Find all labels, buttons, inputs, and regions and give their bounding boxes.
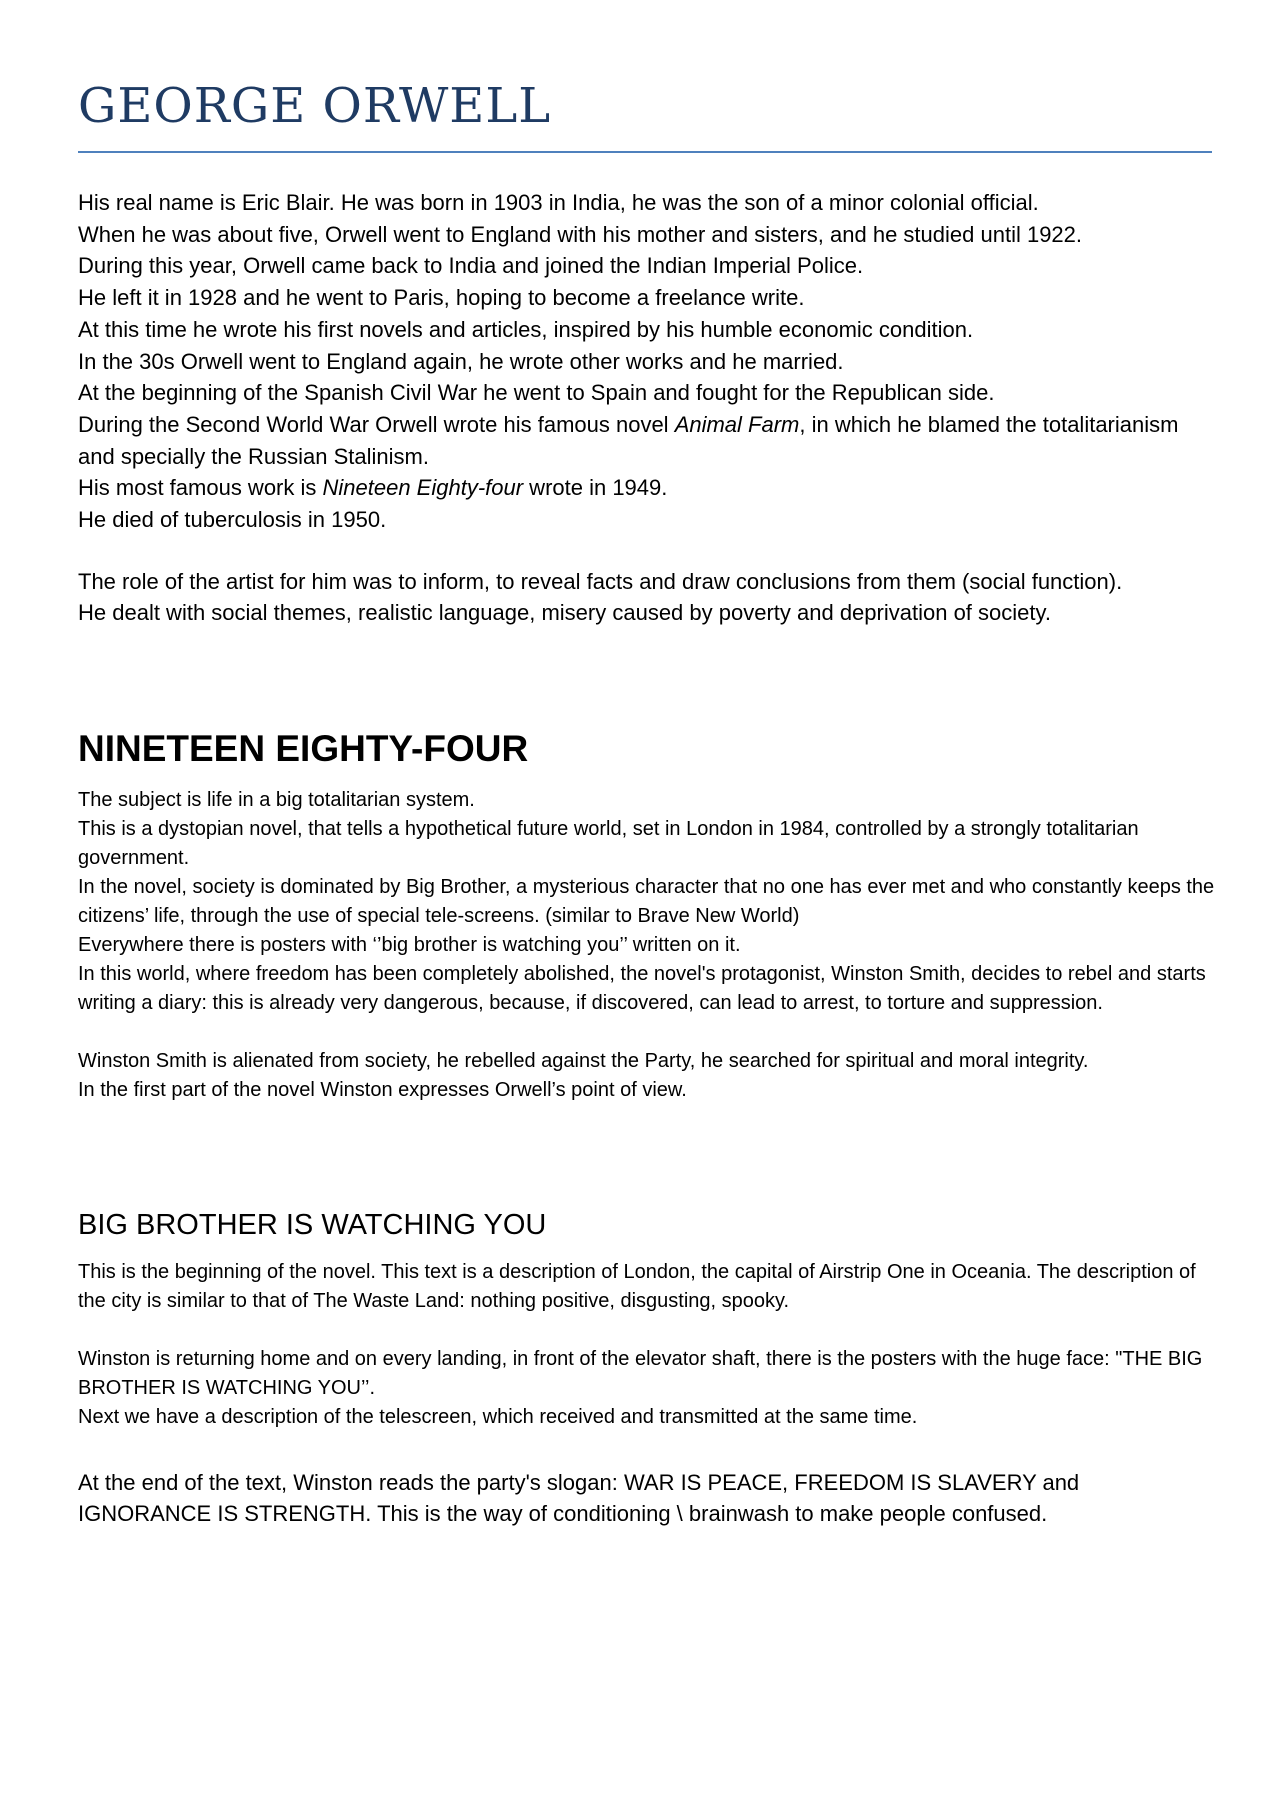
section-heading-big-brother: BIG BROTHER IS WATCHING YOU: [78, 1209, 547, 1241]
bio-line: At the beginning of the Spanish Civil War he went to Spain and fought for the Republican side.: [78, 380, 995, 406]
themes-paragraph: He dealt with social themes, realistic language, misery caused by poverty and deprivation of society.: [78, 600, 1051, 626]
bio-text: His most famous work is: [78, 475, 323, 501]
book-title-animal-farm: Animal Farm: [674, 411, 800, 437]
novel-paragraph: In the novel, society is dominated by Big Brother, a mysterious character that no one has ever met and who constantly keeps the citizens’ life, through the use of special tele-screens. (similar to Brave New World): [78, 876, 1215, 927]
bio-line: During this year, Orwell came back to India and joined the Indian Imperial Police.: [78, 253, 864, 279]
paragraph-gap: [78, 536, 1218, 566]
title-underline: [78, 151, 1212, 153]
bio-line: In the 30s Orwell went to England again, he wrote other works and he married.: [78, 348, 844, 374]
novel-paragraph: The subject is life in a big totalitarian system.: [78, 789, 475, 811]
bb-paragraph: Winston is returning home and on every landing, in front of the elevator shaft, there is the posters with the huge face: "THE BIG BROTHER IS WATCHING YOU’’.: [78, 1348, 1203, 1399]
biography-section: [78, 187, 1218, 629]
document-title: GEORGE ORWELL: [78, 78, 552, 134]
novel-paragraph: In this world, where freedom has been completely abolished, the novel's protagonist, Winston Smith, decides to rebel and starts writing a diary: this is already very dangerous, because, if discovered, can lead to arrest, to torture and suppression.: [78, 963, 1206, 1014]
bio-text: , in which he blamed the totalitarianism and specially the Russian Stalinism.: [78, 411, 1179, 469]
section-heading-nineteen-eighty-four: NINETEEN EIGHTY-FOUR: [78, 728, 529, 769]
bio-text: During the Second World War Orwell wrote his famous novel: [78, 411, 675, 437]
paragraph-gap: [78, 1018, 1218, 1047]
bb-paragraph: Next we have a description of the telescreen, which received and transmitted at the same time.: [78, 1406, 918, 1428]
paragraph-gap: [78, 1316, 1218, 1345]
bio-line-nineteen: [78, 472, 1218, 504]
bio-line-animal-farm: [78, 409, 1218, 472]
big-brother-section: [78, 1258, 1218, 1529]
paragraph-gap: [78, 1432, 1218, 1461]
novel-paragraph: Everywhere there is posters with ‘’big brother is watching you’’ written on it.: [78, 934, 741, 956]
bio-line: At this time he wrote his first novels and articles, inspired by his humble economic condition.: [78, 316, 974, 342]
bio-line: He died of tuberculosis in 1950.: [78, 507, 387, 533]
bb-paragraph: This is the beginning of the novel. This text is a description of London, the capital of Airstrip One in Oceania. The description of the city is similar to that of The Waste Land: nothing positive, disgusting, spooky.: [78, 1261, 1196, 1312]
slogan-paragraph: At the end of the text, Winston reads the party's slogan: WAR IS PEACE, FREEDOM IS SLAVERY and IGNORANCE IS STRENGTH. This is the way of conditioning \ brainwash to make people confused.: [78, 1470, 1080, 1526]
novel-paragraph: Winston Smith is alienated from society, he rebelled against the Party, he searched for spiritual and moral integrity.: [78, 1050, 1089, 1072]
novel-paragraph: This is a dystopian novel, that tells a hypothetical future world, set in London in 1984, controlled by a strongly totalitarian government.: [78, 818, 1139, 869]
artist-role-paragraph: The role of the artist for him was to inform, to reveal facts and draw conclusions from them (social function).: [78, 568, 1123, 594]
novel-section: [78, 786, 1218, 1105]
bio-text: wrote in 1949.: [523, 475, 668, 501]
bio-line: His real name is Eric Blair. He was born in 1903 in India, he was the son of a minor colonial official.: [78, 190, 1039, 215]
novel-paragraph: In the first part of the novel Winston expresses Orwell’s point of view.: [78, 1079, 687, 1101]
book-title-nineteen-eighty-four: Nineteen Eighty-four: [322, 475, 524, 501]
bio-line: When he was about five, Orwell went to England with his mother and sisters, and he studied until 1922.: [78, 221, 1083, 247]
bio-line: He left it in 1928 and he went to Paris, hoping to become a freelance write.: [78, 285, 805, 311]
